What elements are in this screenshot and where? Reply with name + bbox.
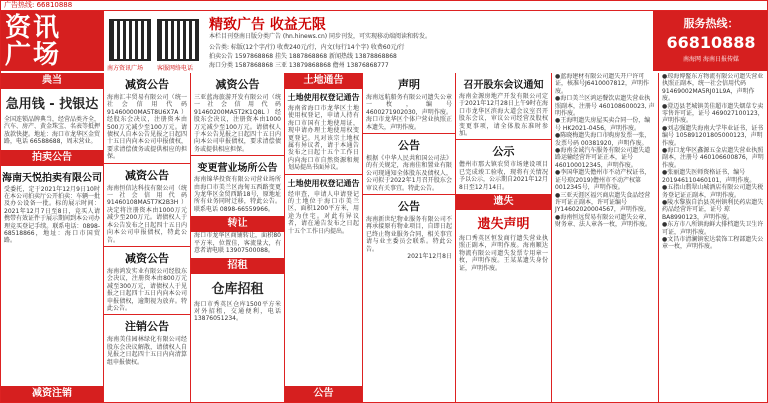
- section-header-capital-reduction: 减资注销: [1, 386, 103, 402]
- lost-item: ●文昌市清澜镇宏达装饰工程部遗失公章一枚，声明作废。: [662, 235, 764, 251]
- rate-line: 拍卖公告 1597868868 挂失 1887868868 新闻热线 13878868868: [209, 53, 397, 60]
- hotline-sub: 南海网 海南日报传媒: [683, 56, 739, 63]
- section-header-lease: 招租: [191, 258, 284, 274]
- column-6: [456, 73, 552, 403]
- column-5: [363, 73, 456, 403]
- ad-title: 海南天悦拍卖有限公司: [2, 172, 102, 184]
- lost-item: ●李国华遗失儋州市不动产权证书，证号琼(2019)儋州市不动产权第0012345号，声明作废。: [555, 169, 651, 192]
- ad-title: 急用钱 - 找银达: [5, 97, 99, 112]
- lost-item: ●海口美兰区鸿运餐饮店遗失营业执照副本，注册号 460108600023, 声明作废。: [555, 95, 655, 118]
- lost-item: ●五指山翡翠山城酒店有限公司遗失税务登记证正副本，声明作废。: [662, 184, 764, 199]
- notice-title: 注销公告: [125, 320, 169, 334]
- notice-body: 经审查，申请人申请登记的土地位于海口市美兰区，面积1200平方米，用途为住宅。对此有异议者，请在通告发布之日起十五个工作日内提出。: [288, 190, 359, 235]
- notice-title: 公告: [398, 139, 420, 153]
- slogan-sub: 本栏目刊登南日版分类广告 (hn.hinews.cn) 同步刊发，可实现移动端阅读和转发。: [209, 33, 432, 40]
- masthead: [1, 11, 768, 71]
- ad-body: 受委托，定于2021年12月9日10时在本公司拍卖厅公开拍卖：车辆一批及办公设备一批。标的展示时间：2021年12月7日至8日，竞买人请携带有效证件于展示期间到本公司办理竞买登记手续。联系电话：0898-68518866，地址：海口市国贸路。: [4, 185, 101, 245]
- notice-title: 变更营业场所公告: [197, 163, 278, 175]
- hotline-number[interactable]: 66810888: [666, 33, 756, 52]
- notice-title: 遗失声明: [477, 217, 530, 233]
- notice-title: 土地使用权登记通告: [287, 93, 360, 102]
- qr-label-1: 南方资讯广场: [107, 65, 144, 72]
- hotline-box: [653, 11, 768, 71]
- notice-title: 减资公告: [125, 251, 169, 265]
- notice-body: 海南恒信达科技有限公司（统一社会信用代码 91460108MA5T7K2B3H）决定将注册资本由1000万元减少至200万元。请债权人于本公告发布之日起四十五日内向本公司申报债权，特此公告。: [107, 184, 187, 244]
- notice-body: 根据《中华人民共和国公司法》的有关规定，海南佳和置业有限公司现通知全体股东及债权人，公司拟于2022年1月召开股东会审议有关事宜。特此公告。: [366, 155, 452, 192]
- notice-body: 海口秀英区恒发商行遗失营业执照正副本，声明作废。海南顺达物流有限公司遗失发票专用章一枚，声明作废。王某某遗失身份证，声明作废。: [459, 235, 548, 272]
- lost-item: ●刘志强遗失海南大学毕业证书，证书编号 105891201805000123，声明作废。: [662, 124, 764, 147]
- ad-body: 全国连锁品牌典当，经营品类齐全，汽车、房产、黄金珠宝、名表等抵押放款快捷。地址：海口市龙华区金贸路，电话 66588688，周末营业。: [4, 116, 101, 146]
- lost-item: ●海口龙华区鑫源五金店遗失营业执照副本，注册号 460106600876，声明作废。: [662, 147, 764, 169]
- logo-line-2: 广场: [5, 40, 62, 70]
- top-strip: 广告热线: 66810888: [1, 1, 767, 11]
- notice-title: 公告: [398, 200, 420, 214]
- notice-body: 海南汇丰贸易有限公司（统一社会信用代码 91460000MA5T8U6X7A）经股东会决议，注册资本由500万元减少至100万元。请债权人自本公告见报之日起四十五日内向本公司申报债权，要求清偿债务或提供相应的担保。: [107, 94, 187, 161]
- notice-body: 海南美佳园林绿化有限公司经股东会决议解散，请债权人自见报之日起四十五日内向清算组申报债权。: [107, 336, 187, 366]
- lost-item: ●海南金诚汽车服务有限公司遗失道路运输经营许可证正本，证号 460100012345，声明作废。: [555, 147, 651, 169]
- slogan: 精致广告 收益无限: [209, 17, 326, 33]
- section-header-lost: 遗失: [456, 194, 551, 210]
- column-4: [285, 73, 363, 403]
- lost-item: ●三亚天涯区福兴商店遗失食品经营许可证正副本，许可证编号 JY14602020004567，声明作废。: [555, 191, 651, 214]
- notice-title: 减资公告: [215, 78, 260, 91]
- section-header-auction: 拍卖公告: [1, 150, 103, 166]
- section-header-land: 土地通告: [285, 73, 362, 89]
- notice-title: 减资公告: [125, 168, 169, 182]
- notice-title: 声明: [398, 78, 420, 91]
- lost-item: ●蓝海建材有限公司遗失开户许可证，核准号J6410007812，声明作废。: [555, 73, 649, 95]
- column-3: [191, 73, 285, 403]
- section-header-pawn: 典当: [1, 73, 103, 89]
- notice-body: 三亚蓝海旅游开发有限公司（统一社会信用代码 91460200MA5T2K1Q8L）经股东会决议，注册资本由1000万元减少至100万元。请债权人于本公告见报之日起四十五日内向本公司申报债权，要求清偿债务或提供相应担保。: [194, 94, 281, 153]
- notice-body: 海南远航船务有限公司遗失公章一枚，编号 4600271902030，声明作废。海口市龙华区个体户营业执照正本遗失，声明作废。: [366, 94, 452, 131]
- notice-title: 减资公告: [125, 78, 169, 91]
- notice-title: 公示: [492, 145, 515, 159]
- rate-line: 公告类: 标版(12个字/行) 收费240元/行，内文(每行14个字) 收费60元/行: [209, 44, 405, 51]
- lost-item: ●澄迈县老城镇美佳超市遗失烟草专卖零售许可证，证号 469027100123，声明作废。: [662, 102, 764, 125]
- lost-item: ●陵水黎族自治县英州镇利民药店遗失药品经营许可证，证号 琼BA8990123，声明作废。: [662, 198, 764, 221]
- section-header-notice: 公告: [285, 386, 362, 402]
- notice-body: 海南鸿发实业有限公司经股东会决议，注册资本由800万元减至300万元，请债权人于见报之日起四十五日内向本公司申报债权，逾期视为放弃。特此公告。: [107, 267, 187, 312]
- notice-title: 土地使用权登记通告: [287, 178, 360, 188]
- qr-code-icon[interactable]: [157, 19, 199, 61]
- notice-body: 儋州市那大镇农贸市场建设项目已完成竣工验收，现将有关情况予以公示，公示期自2021年12月8日至12月14日。: [459, 161, 548, 191]
- lost-item: ●东方市八所镇海鲜大排档遗失卫生许可证，声明作废。: [662, 221, 764, 236]
- notice-title: 仓库招租: [211, 281, 264, 297]
- lost-item: ●张丽遗失医师资格证书，编号 201946110460101，声明作废。: [662, 169, 756, 184]
- section-header-transfer: 转让: [191, 216, 284, 232]
- notice-body: 海口市秀英区仓库1500平方米对外招租，交通便利，电话 13876051234。: [194, 300, 281, 323]
- hotline-title: 服务热线：: [683, 17, 739, 30]
- rate-line: 海口分类 1587868868 三亚 13879868868 儋州 13876868777: [209, 62, 389, 69]
- notice-body: 海南省海口市龙华区土地使用权登记，申请人持有海口市国有土地使用证，现申请办理土地使用权变更登记。凡对该宗土地权属有异议者，请于本通告发布之日起十五个工作日内向海口市自然资源和规划局提出书面异议。: [288, 105, 359, 172]
- column-2: [104, 73, 191, 403]
- notice-body: 海南金源房地产开发有限公司定于2021年12月28日上午9时在海口市龙华区滨海大道会议室召开股东会议，审议公司经营及股权变更事项，请全体股东准时参加。: [459, 93, 548, 138]
- qr-code-icon[interactable]: [109, 19, 151, 61]
- logo-line-1: 资讯: [5, 13, 62, 43]
- lost-item: ●琼海博鳌东方物流有限公司遗失营业执照正副本，统一社会信用代码 91469002MA5RJ01L9A，声明作废。: [662, 73, 764, 103]
- lost-item: ●陈晓梅遗失海口市购房发票一张，发票号码 00381920，声明作废。: [555, 132, 651, 147]
- notice-title: 召开股东会议通知: [463, 80, 544, 91]
- notice-body: 海口市龙华区商铺转让，面积80平方米，位置佳，客流量大，有意者请电联 13907500088。: [194, 232, 281, 255]
- column-8: [659, 73, 768, 403]
- lost-item: ●王海明遗失房屋买卖合同一份，编号 HK2021-0456，声明作废。: [555, 117, 651, 132]
- notice-date: 2021年12月8日: [407, 253, 452, 261]
- qr-label-2: 客服网络电话: [157, 65, 194, 72]
- ad-columns: [1, 73, 768, 403]
- column-1: [1, 73, 104, 403]
- notice-body: 海南锦华投资有限公司营业场所由海口市美兰区海甸五西路变更为龙华区金贸西路18号，原地址所有业务同时迁移，特此公告。联系电话 0898-66559966。: [194, 176, 281, 213]
- section-logo: [1, 11, 104, 71]
- column-7: [552, 73, 659, 403]
- lost-item: ●海南恒远贸易有限公司遗失公章、财务章、法人章各一枚，声明作废。: [555, 213, 652, 229]
- notice-body: 海南新世纪物业服务有限公司不再承接原有物业项目，自即日起已终止物业服务合同，相关事宜请与业主委员会联系。特此公告。: [366, 216, 452, 253]
